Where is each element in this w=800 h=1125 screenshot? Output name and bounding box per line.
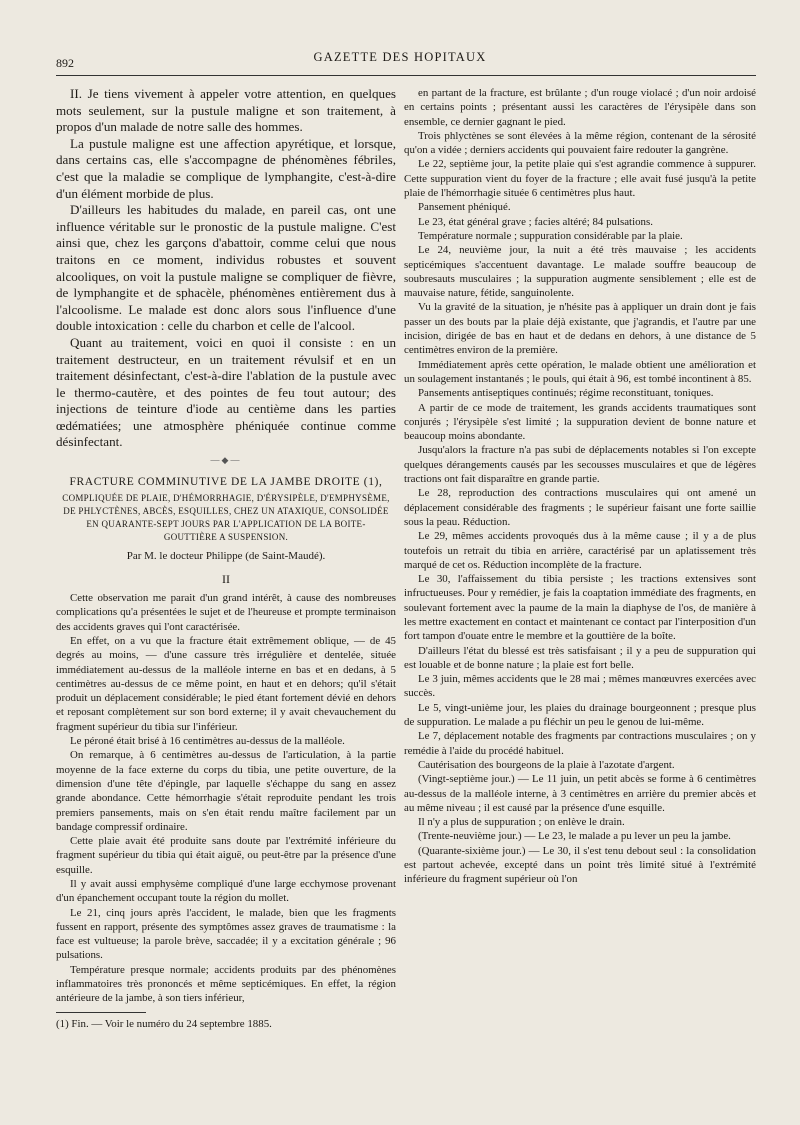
paragraph: En effet, on a vu que la fracture était extrêmement oblique, — de 45 degrés au moins, — d'une cassure très irrégulière et dentelée, située immédiatement au-dessus de la malléole interne en bas et en dedans, à 5 centimètres au-dessus de ce même point, en haut et en dehors; qu'il s'était produit un déplacement considérable; le pied étant fortement dévié en dehors et reposant complètement sur son bord externe; il y avait chevauchement du fragment supérieur du tibia sur l'inférieur. [56, 634, 396, 733]
page-number: 892 [56, 56, 74, 70]
paragraph: Température normale ; suppuration considérable par la plaie. [418, 229, 683, 242]
paragraph: Jusqu'alors la fracture n'a pas subi de déplacements notables si l'on excepte quelques dérangements causés par les secousses musculaires et que de légères tractions ont fait disparaître en grande partie. [404, 444, 756, 486]
paragraph: Température presque normale; accidents produits par des phénomènes inflammatoires très prononcés et même septicémiques. En effet, la région antérieure de la jambe, à son tiers inférieur, [56, 963, 396, 1005]
paragraph: Trois phlyctènes se sont élevées à la même région, contenant de la sérosité qu'on a vidée ; derniers accidents qui pouvaient faire redouter la gangrène. [404, 129, 756, 157]
paragraph: Le 28, reproduction des contractions musculaires qui ont amené un déplacement considérable des fragments ; le supérieur faisant une forte saillie sous la peau. Réduction. [404, 487, 756, 528]
paragraph: Cette plaie avait été produite sans doute par l'extrémité inférieure du fragment supérieur du tibia qui était aiguë, ou peut-être par la présence d'une esquille. [56, 835, 396, 876]
article-subtitle: COMPLIQUÉE DE PLAIE, D'HÉMORRHAGIE, D'ÉRYSIPÈLE, D'EMPHYSÈME, DE PHLYCTÈNES, ABCÈS, ESQUILLES, CHEZ UN ATAXIQUE, CONSOLIDÉE EN QUARANTE-SEPT JOURS PAR L'APPLICATION DE LA BOITE-GOUTTIÈRE A SUSPENSION. [62, 493, 390, 543]
paragraph: Il n'y a plus de suppuration ; on enlève le drain. [418, 816, 625, 829]
header-rule [56, 75, 756, 76]
paragraph: Le péroné était brisé à 16 centimètres au-dessus de la malléole. [70, 735, 345, 748]
paragraph: (Quarante-sixième jour.) — Le 30, il s'est tenu debout seul : la consolidation est partout achevée, excepté dans un point très limité situé à l'extrémité inférieure du fragment supérieur où l'on [404, 844, 756, 886]
article-title: FRACTURE COMMINUTIVE DE LA JAMBE DROITE (1), [69, 476, 383, 489]
paragraph: Le 29, mêmes accidents provoqués dus à la même cause ; il y a de plus toutefois un retrait du tibia en arrière, caractérisé par un aplatissement très marqué de cet os. Réduction incomplète de la fracture. [404, 530, 756, 571]
paragraph: Immédiatement après cette opération, le malade obtient une amélioration et un soulagement instantanés ; le pouls, qui était à 96, est tombé incontinent à 85. [404, 358, 756, 385]
paragraph: (Vingt-septième jour.) — Le 11 juin, un petit abcès se forme à 6 centimètres au-dessus de la malléole interne, à 3 centimètres en arrière du premier abcès et au même niveau ; il est causé par la présence d'une esquille. [404, 773, 756, 814]
paragraph: Pansement phéniqué. [418, 201, 511, 214]
footnote-rule [56, 1012, 146, 1013]
article-author: Par M. le docteur Philippe (de Saint-Maudé). [126, 550, 326, 563]
paragraph: Le 24, neuvième jour, la nuit a été très mauvaise ; les accidents septicémiques s'accentuent davantage. Le malade souffre beaucoup de soubresauts musculaires ; la suppuration augmente sensiblement ; elle est de mauvaise nature, fétide, sanguinolente. [404, 244, 756, 300]
paragraph: A partir de ce mode de traitement, les grands accidents traumatiques sont conjurés ; l'érysipèle s'est limité ; la suppuration devient de bonne nature et beaucoup moins abondante. [404, 401, 756, 443]
paragraph: Le 21, cinq jours après l'accident, le malade, bien que les fragments fussent en rapport, présente des symptômes assez graves de traumatisme : la face est vultueuse; la parole brève, saccadée; il y a excitation générale ; 96 pulsations. [56, 906, 396, 962]
paragraph: On remarque, à 6 centimètres au-dessus de l'articulation, à la partie moyenne de la face externe du corps du tibia, une petite ouverture, de la dimension d'une tête d'épingle, par laquelle s'échappe du sang en assez grande abondance. Cette hémorrhagie s'était reproduite pendant les trois premiers pansements, mais on s'en était rendu maître facilement par un bandage compressif ordinaire. [56, 749, 396, 833]
paragraph: Le 30, l'affaissement du tibia persiste ; les tractions extensives sont infructueuses. Pour y remédier, je fais la coaptation immédiate des fragments, en soulevant fortement avec la paume de la main la diaphyse de l'os, de manière à les mettre exactement en contact et maintenant ce contact par l'interposition d'un fort tampon d'ouate entre le membre et la gouttière de la boîte. [404, 573, 756, 643]
paragraph: Quant au traitement, voici en quoi il consiste : en un traitement destructeur, en un traitement révulsif et en un traitement désinfectant, c'est-à-dire l'ablation de la pustule avec le thermo-cautère, et des pointes de feu tout autour; des injections de teinture d'iode au centième dans les parties œdématiées; une atmosphère phéniquée continue comme désinfectant. [56, 334, 396, 450]
left-top-text [56, 86, 396, 451]
journal-title: GAZETTE DES HOPITAUX [313, 50, 487, 64]
left-column [56, 86, 396, 1031]
paragraph: La pustule maligne est une affection apyrétique, et lorsque, dans certains cas, elle s'accompagne de phénomènes fébriles, c'est que la maladie se complique de lymphangite, c'est-à-dire d'un élément morbide de plus. [56, 135, 396, 201]
paragraph: Pansements antiseptiques continués; régime reconstituant, toniques. [418, 387, 714, 400]
paragraph: (Trente-neuvième jour.) — Le 23, le malade a pu lever un peu la jambe. [418, 830, 731, 843]
paragraph: Il y avait aussi emphysème compliqué d'une large ecchymose provenant d'un épanchement occupant toute la région du mollet. [56, 878, 396, 905]
paragraph: D'ailleurs les habitudes du malade, en pareil cas, ont une influence véritable sur le pronostic de la pustule maligne. C'est ainsi que, chez les garçons d'abattoir, comme celui que nous traitons en ce moment, individus robustes et souvent alcooliques, on voit la pustule maligne se compliquer de fièvre, de lymphangite et de sphacèle, phénomènes entièrement dus à l'alcoolisme. Le malade est donc alors sous l'influence d'une double intoxication : celle du charbon et celle de l'alcool. [56, 202, 396, 334]
right-column [404, 86, 756, 887]
paragraph: Le 23, état général grave ; facies altéré; 84 pulsations. [418, 215, 653, 228]
paragraph: Cette observation me parait d'un grand intérêt, à cause des nombreuses complications qu'a présentées le sujet et de l'heureuse et prompte terminaison des accidents graves qui l'ont caractérisée. [56, 592, 396, 633]
left-article-text [56, 591, 396, 1031]
section-divider: —◆— [210, 455, 242, 466]
paragraph: D'ailleurs l'état du blessé est très satisfaisant ; il y a peu de suppuration qui est louable et de bonne nature ; la plaie est fort belle. [404, 644, 756, 671]
paragraph: II. Je tiens vivement à appeler votre attention, en quelques mots seulement, sur la pustule maligne et son traitement, à propos d'un malade de notre salle des hommes. [56, 86, 396, 135]
paragraph: Le 3 juin, mêmes accidents que le 28 mai ; mêmes manœuvres exercées avec succès. [404, 673, 756, 700]
paragraph: Le 22, septième jour, la petite plaie qui s'est agrandie commence à suppurer. Cette suppuration vient du foyer de la fracture ; elle avait fusé jusqu'à la petite plaie de l'hémorrhagie située 6 centimètres plus haut. [404, 158, 756, 200]
paragraph: Cautérisation des bourgeons de la plaie à l'azotate d'argent. [418, 758, 675, 771]
section-number: II [222, 572, 230, 587]
paragraph: en partant de la fracture, est brûlante ; d'un rouge violacé ; d'un noir ardoisé en certains points ; présentant aussi les caractères de l'érysipèle dans son ensemble, ce dernier gagnant le pied. [404, 87, 756, 128]
paragraph: Vu la gravité de la situation, je n'hésite pas à appliquer un drain dont je fais passer un des bouts par la plaie déjà existante, que j'agrandis, et l'autre par une incision, dirigée de bas en haut et de dedans en dehors, à une distance de 5 centimètres environ de la première. [404, 301, 756, 357]
paragraph: Le 7, déplacement notable des fragments par contractions musculaires ; on y remédie à l'aide du procédé habituel. [404, 730, 756, 757]
paragraph: Le 5, vingt-unième jour, les plaies du drainage bourgeonnent ; presque plus de suppuration. Le malade a pu fléchir un peu le genou de lui-même. [404, 701, 756, 729]
footnote: (1) Fin. — Voir le numéro du 24 septembre 1885. [56, 1017, 272, 1030]
